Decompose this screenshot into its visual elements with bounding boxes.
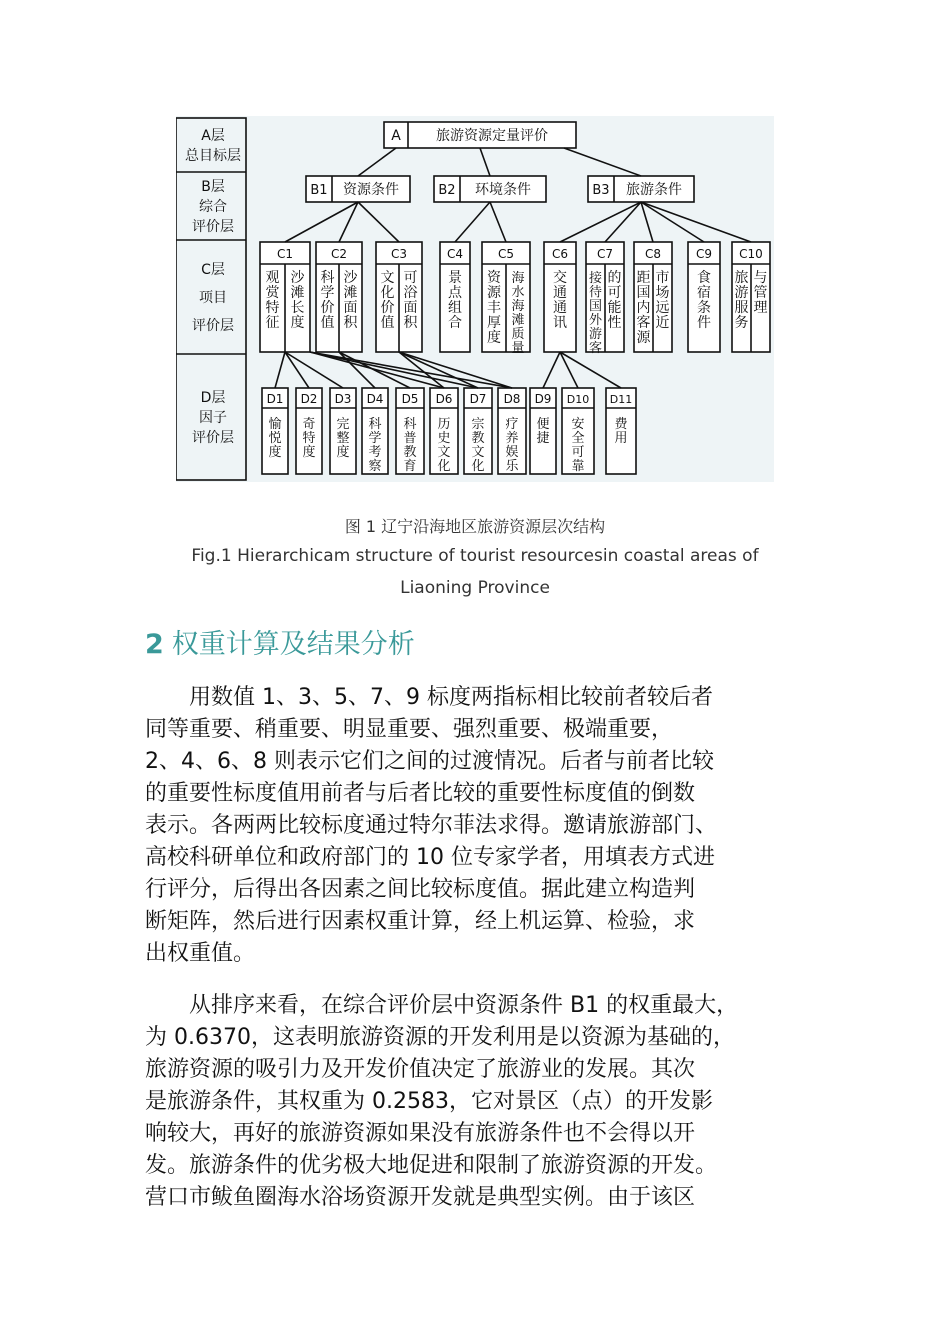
node-label: 旅游条件 bbox=[626, 182, 682, 198]
node-label: 疗养娱乐 bbox=[505, 417, 519, 474]
text-line: 断矩阵，然后进行因素权重计算，经上机运算、检验，求 bbox=[145, 909, 696, 934]
node-code: D7 bbox=[469, 392, 487, 406]
node-code: C4 bbox=[446, 247, 464, 261]
node-code: D10 bbox=[566, 393, 590, 406]
text-line: 为 0.6370，这表明旅游资源的开发利用是以资源为基础的， bbox=[145, 1025, 735, 1050]
node-label: 历史文化 bbox=[437, 417, 451, 474]
node-code: D11 bbox=[609, 393, 633, 406]
node-label: 完整度 bbox=[336, 417, 350, 460]
node-label: 接待国外游客 bbox=[588, 271, 603, 356]
text-line: 2、4、6、8 则表示它们之间的过渡情况。后者与前者比较 bbox=[145, 749, 714, 774]
text-line: 表示。各两两比较标度通过特尔菲法求得。邀请旅游部门、 bbox=[145, 813, 718, 838]
node-code: D6 bbox=[435, 392, 453, 406]
text-line: 行评分，后得出各因素之间比较标度值。据此建立构造判 bbox=[145, 877, 696, 902]
level-label: 项目 bbox=[199, 290, 227, 306]
node-label: 与管理 bbox=[753, 270, 768, 316]
node-code: A bbox=[391, 128, 401, 144]
node-code: C7 bbox=[596, 247, 614, 261]
node-label: 市场远近 bbox=[655, 270, 670, 331]
node-label: 愉悦度 bbox=[268, 417, 282, 460]
node-code: C6 bbox=[551, 247, 569, 261]
node-label: 海水海滩质量 bbox=[511, 271, 525, 356]
node-code: C2 bbox=[330, 247, 348, 261]
node-label: 文化价值 bbox=[380, 270, 395, 331]
paragraph-2 bbox=[145, 990, 738, 1214]
node-label: 环境条件 bbox=[475, 182, 531, 198]
node-code: C10 bbox=[739, 247, 763, 261]
level-label: B层 bbox=[201, 179, 225, 195]
level-label: D层 bbox=[200, 390, 226, 406]
text-line: 是旅游条件，其权重为 0.2583，它对景区（点）的开发影 bbox=[145, 1089, 713, 1114]
figure-caption-en-cont: Liaoning Province bbox=[400, 578, 550, 598]
text-line: 旅游资源的吸引力及开发价值决定了旅游业的发展。其次 bbox=[145, 1057, 696, 1082]
node-code: B3 bbox=[592, 183, 610, 198]
figure-caption-cn: 图 1 辽宁沿海地区旅游资源层次结构 bbox=[344, 517, 606, 536]
section-title: 权重计算及结果分析 bbox=[171, 629, 415, 660]
node-label: 费用 bbox=[614, 417, 628, 446]
node-code: C3 bbox=[390, 247, 408, 261]
level-label: C层 bbox=[201, 262, 225, 278]
node-label: 旅游资源定量评价 bbox=[436, 128, 548, 144]
node-label: 科学价值 bbox=[320, 270, 335, 331]
node-code: C1 bbox=[276, 247, 294, 261]
node-label: 景点组合 bbox=[448, 270, 462, 331]
level-label: A层 bbox=[201, 128, 225, 144]
node-label: 可浴面积 bbox=[403, 270, 418, 331]
text-line: 响较大，再好的旅游资源如果没有旅游条件也不会得以开 bbox=[145, 1121, 696, 1146]
node-code: D3 bbox=[334, 392, 352, 406]
hierarchy-diagram bbox=[176, 116, 774, 482]
figure-caption-en: Fig.1 Hierarchicam structure of tourist resourcesin coastal areas of bbox=[191, 546, 759, 566]
node-code: D9 bbox=[534, 392, 552, 406]
node-code: C9 bbox=[695, 247, 713, 261]
node-label: 观赏特征 bbox=[265, 270, 280, 331]
node-label: 沙滩面积 bbox=[343, 270, 358, 331]
node-code: C5 bbox=[497, 247, 515, 261]
node-label: 宗教文化 bbox=[471, 417, 485, 474]
node-label: 交通通讯 bbox=[553, 270, 567, 331]
node-label: 资源条件 bbox=[343, 182, 399, 198]
level-label: 因子 bbox=[199, 410, 227, 426]
node-label: 安全可靠 bbox=[571, 417, 585, 474]
node-label: 科学考察 bbox=[368, 417, 382, 474]
node-label: 沙滩长度 bbox=[290, 270, 305, 331]
section-heading bbox=[145, 622, 415, 661]
node-code: D2 bbox=[300, 392, 318, 406]
node-label: 奇特度 bbox=[302, 417, 316, 460]
text-line: 用数值 1、3、5、7、9 标度两指标相比较前者较后者 bbox=[145, 685, 713, 710]
level-label: 评价层 bbox=[192, 318, 234, 334]
text-line: 发。旅游条件的优劣极大地促进和限制了旅游资源的开发。 bbox=[145, 1153, 718, 1178]
node-code: D4 bbox=[366, 392, 384, 406]
node-label: 的可能性 bbox=[607, 270, 622, 331]
paragraph-1 bbox=[145, 682, 717, 970]
text-line: 同等重要、稍重要、明显重要、强烈重要、极端重要， bbox=[145, 717, 674, 742]
text-line: 高校科研单位和政府部门的 10 位专家学者，用填表方式进 bbox=[145, 845, 715, 870]
text-line: 从排序来看，在综合评价层中资源条件 B1 的权重最大， bbox=[145, 993, 739, 1018]
node-code: D1 bbox=[266, 392, 284, 406]
node-code: D8 bbox=[503, 392, 521, 406]
level-label: 综合 bbox=[199, 199, 227, 215]
node-label: 距国内客源 bbox=[636, 270, 651, 346]
text-line: 的重要性标度值用前者与后者比较的重要性标度值的倒数 bbox=[145, 781, 696, 806]
text-line: 营口市鲅鱼圈海水浴场资源开发就是典型实例。由于该区 bbox=[145, 1185, 696, 1210]
node-label: 旅游服务 bbox=[734, 270, 749, 331]
node-label: 便捷 bbox=[536, 417, 550, 446]
node-label: 食宿条件 bbox=[697, 270, 711, 331]
level-label: 评价层 bbox=[192, 219, 234, 235]
node-code: C8 bbox=[644, 247, 662, 261]
node-code: B2 bbox=[438, 183, 456, 198]
text-line: 出权重值。 bbox=[145, 941, 256, 966]
node-code: B1 bbox=[310, 183, 328, 198]
section-number: 2 bbox=[145, 629, 164, 660]
node-code: D5 bbox=[401, 392, 419, 406]
node-label: 科普教育 bbox=[403, 417, 417, 474]
level-label: 总目标层 bbox=[185, 148, 241, 164]
node-label: 资源丰厚度 bbox=[487, 270, 501, 346]
level-label: 评价层 bbox=[192, 430, 234, 446]
